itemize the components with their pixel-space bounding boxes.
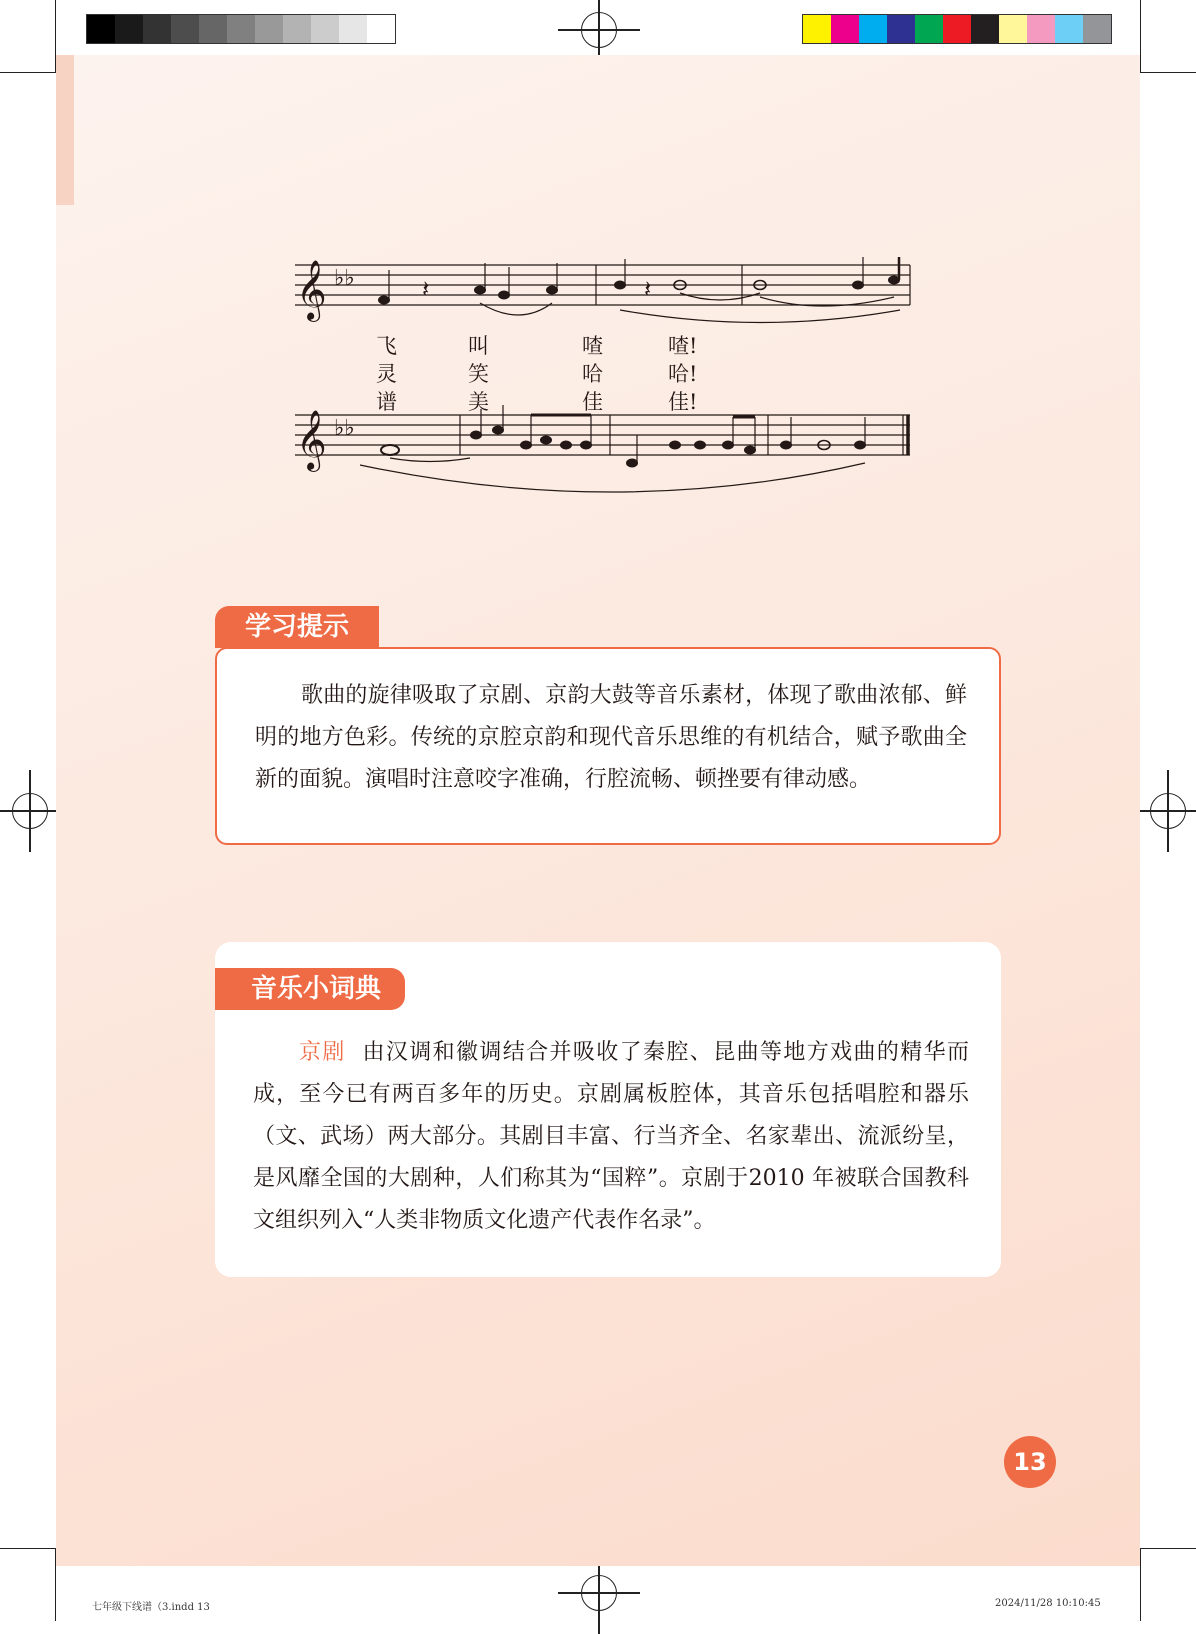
registration-mark-bottom [581, 1575, 617, 1611]
lyric-syllable: 哈! [668, 362, 698, 386]
page-number: 13 [1004, 1436, 1056, 1488]
lyric-syllable: 飞 [376, 334, 397, 358]
crop-mark [0, 1548, 56, 1549]
slug-file: 七年级下线谱（3.indd 13 [92, 1602, 210, 1613]
lyrics [290, 330, 950, 420]
slurs-line-1 [480, 293, 900, 323]
dictionary-text [253, 1032, 969, 1242]
registration-mark-left [12, 793, 48, 829]
grayscale-bar [86, 14, 396, 44]
lyric-syllable: 佳 [582, 390, 603, 414]
crop-mark [1140, 1548, 1141, 1621]
staff-2 [295, 415, 910, 455]
lyric-syllable: 佳! [668, 390, 698, 414]
lyric-syllable: 灵 [376, 362, 397, 386]
lyric-syllable: 美 [468, 390, 489, 414]
tips-box [215, 647, 1001, 845]
lyric-syllable: 谱 [376, 390, 397, 414]
lyric-syllable: 笑 [468, 362, 489, 386]
lyric-syllable: 叫 [468, 334, 489, 358]
svg-text:𝄽: 𝄽 [644, 275, 652, 303]
lyric-verse-1 [290, 330, 950, 358]
tips-label: 学习提示 [215, 606, 379, 648]
notes-line-1 [378, 257, 900, 305]
dictionary-term: 京剧 [299, 1040, 346, 1065]
side-tab [56, 55, 74, 205]
crop-mark [1140, 1548, 1196, 1549]
dictionary-box [215, 942, 1001, 1277]
flat-sign: ♭♭ [334, 266, 355, 291]
dictionary-label: 音乐小词典 [215, 968, 405, 1010]
crop-mark [1140, 72, 1196, 73]
flat-sign-2: ♭♭ [334, 416, 355, 441]
lyric-syllable: 哈 [582, 362, 603, 386]
lyric-syllable: 喳! [668, 334, 698, 358]
color-bar [802, 14, 1112, 44]
slug-date: 2024/11/28 10:10:45 [995, 1598, 1101, 1609]
lyric-verse-3 [290, 386, 950, 414]
lyric-syllable: 喳 [582, 334, 603, 358]
treble-clef: 𝄞 [296, 260, 327, 320]
registration-mark-top [581, 12, 617, 48]
svg-text:𝄽: 𝄽 [422, 275, 430, 303]
crop-mark [1140, 0, 1141, 72]
lyric-verse-2 [290, 358, 950, 386]
registration-mark-right [1150, 793, 1186, 829]
treble-clef-2: 𝄞 [296, 410, 327, 470]
slurs-line-2 [360, 458, 865, 492]
tips-text: 歌曲的旋律吸取了京剧、京韵大鼓等音乐素材，体现了歌曲浓郁、鲜明的地方色彩。传统的京腔京韵和现代音乐思维的有机结合，赋予歌曲全新的面貌。演唱时注意咬字准确，行腔流畅、顿挫要有律动感。 [255, 683, 967, 792]
crop-mark [0, 72, 56, 73]
dictionary-definition: 由汉调和徽调结合并吸收了秦腔、昆曲等地方戏曲的精华而成，至今已有两百多年的历史。京剧属板腔体，其音乐包括唱腔和器乐（文、武场）两大部分。其剧目丰富、行当齐全、名家辈出、流派纷呈，是风靡全国的大剧种，人们称其为“国粹”。京剧于2010 年被联合国教科文组织列入“人类非物质文化遗产代表作名录”。 [253, 1040, 969, 1233]
